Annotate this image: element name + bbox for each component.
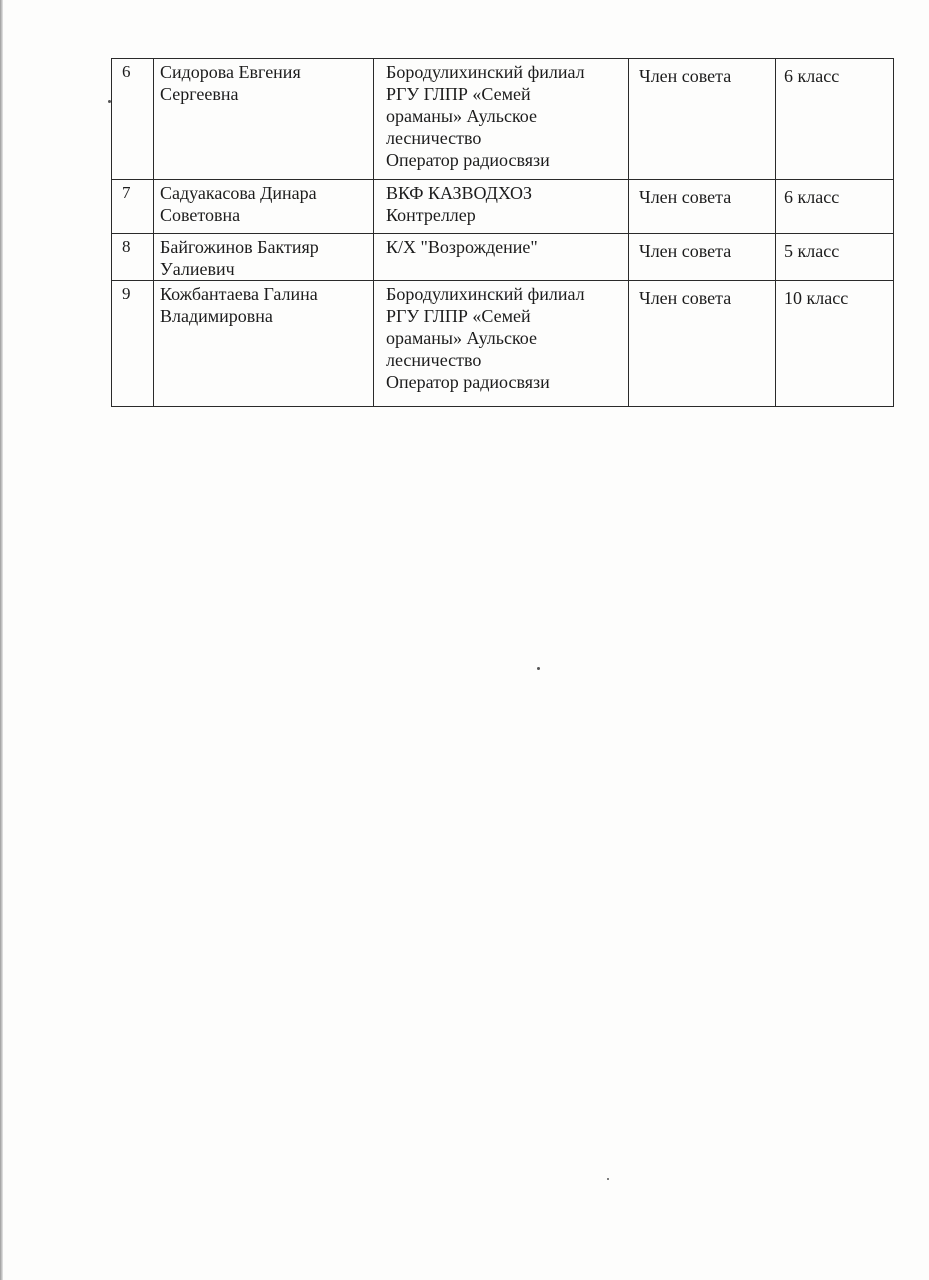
member-organization: Бородулихинский филиал РГУ ГЛПР «Семей ораманы» Аульское лесничество Оператор радиосвязи xyxy=(374,59,629,180)
row-number: 8 xyxy=(112,234,154,281)
member-organization: К/Х "Возрождение" xyxy=(374,234,629,281)
member-role: Член совета xyxy=(629,281,776,407)
member-role: Член совета xyxy=(629,234,776,281)
row-number: 6 xyxy=(112,59,154,180)
member-name: Сидорова Евгения Сергеевна xyxy=(154,59,374,180)
table-row xyxy=(112,234,894,281)
scan-edge xyxy=(0,0,3,1280)
member-class: 5 класс xyxy=(776,234,894,281)
member-organization: ВКФ КАЗВОДХОЗ Контреллер xyxy=(374,180,629,234)
member-class: 6 класс xyxy=(776,59,894,180)
scan-speck xyxy=(607,1178,609,1180)
table-row xyxy=(112,59,894,180)
members-table xyxy=(111,58,894,407)
table-row xyxy=(112,281,894,407)
row-number: 7 xyxy=(112,180,154,234)
member-organization: Бородулихинский филиал РГУ ГЛПР «Семей ораманы» Аульское лесничество Оператор радиосвязи xyxy=(374,281,629,407)
member-role: Член совета xyxy=(629,59,776,180)
row-number: 9 xyxy=(112,281,154,407)
member-role: Член совета xyxy=(629,180,776,234)
member-name: Садуакасова Динара Советовна xyxy=(154,180,374,234)
member-class: 10 класс xyxy=(776,281,894,407)
member-name: Байгожинов Бактияр Уалиевич xyxy=(154,234,374,281)
scan-speck xyxy=(537,667,540,670)
table-row xyxy=(112,180,894,234)
member-class: 6 класс xyxy=(776,180,894,234)
members-table-container xyxy=(111,58,893,407)
member-name: Кожбантаева Галина Владимировна xyxy=(154,281,374,407)
scan-speck xyxy=(108,100,111,103)
